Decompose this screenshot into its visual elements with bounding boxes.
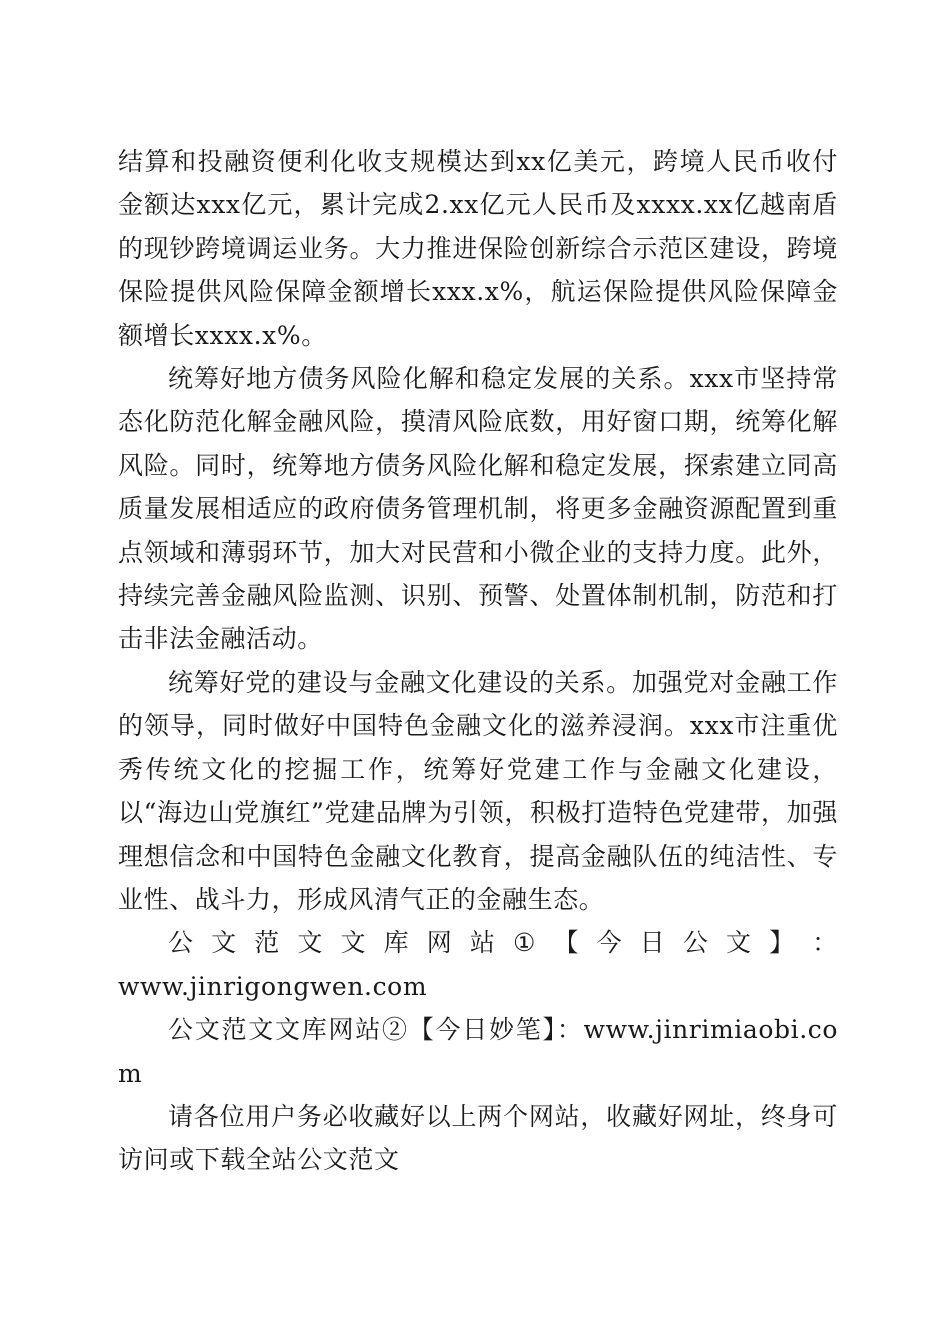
site-one-label-char: ：	[812, 928, 838, 958]
paragraph-cross-border-finance: 结算和投融资便利化收支规模达到xx亿美元，跨境人民币收付金额达xxx亿元，累计完成2.xx亿元人民币及xxxx.xx亿越南盾的现钞跨境调运业务。大力推进保险创新综合示范区建设，跨境保险提供风险保障金额增长xxx.x%，航运保险提供风险保障金额增长xxxx.x%。	[118, 147, 838, 350]
site-one-label-char: 文	[340, 928, 367, 958]
site-one-block	[118, 921, 838, 1008]
site-two-line: 公文范文文库网站②【今日妙笔】：www.jinrimiaobi.com	[118, 1015, 838, 1088]
site-one-label-char: 文	[297, 928, 323, 958]
site-one-label-char: 范	[254, 928, 280, 958]
bookmark-notice: 请各位用户务必收藏好以上两个网站，收藏好网址，终身可访问或下载全站公文范文	[118, 1101, 838, 1175]
paragraph-party-building: 统筹好党的建设与金融文化建设的关系。加强党对金融工作的领导，同时做好中国特色金融文化的滋养浸润。xxx市注重优秀传统文化的挖掘工作，统筹好党建工作与金融文化建设，以“海边山党旗红”党建品牌为引领，积极打造特色党建带，加强理想信念和中国特色金融文化教育，提高金融队伍的纯洁性、专业性、战斗力，形成风清气正的金融生态。	[118, 667, 838, 914]
site-one-label-char: 文	[726, 928, 752, 958]
site-one-label-char: 公	[168, 928, 194, 958]
document-body	[118, 140, 838, 1182]
site-one-label-char: 文	[211, 928, 237, 958]
site-one-label-char: 】	[769, 928, 795, 958]
site-one-label-char: 站	[469, 928, 496, 958]
site-one-label-char: 日	[639, 928, 666, 958]
site-one-label	[118, 921, 838, 964]
site-one-url[interactable]: www.jinrigongwen.com	[118, 971, 428, 1001]
site-one-label-char: 库	[383, 928, 410, 958]
site-one-label-char: 【	[553, 928, 580, 958]
site-one-label-char: ①	[513, 928, 537, 958]
paragraph-debt-risk: 统筹好地方债务风险化解和稳定发展的关系。xxx市坚持常态化防范化解金融风险，摸清风险底数，用好窗口期，统筹化解风险。同时，统筹地方债务风险化解和稳定发展，探索建立同高质量发展相适应的政府债务管理机制，将更多金融资源配置到重点领域和薄弱环节，加大对民营和小微企业的支持力度。此外，持续完善金融风险监测、识别、预警、处置体制机制，防范和打击非法金融活动。	[118, 364, 838, 654]
site-one-label-char: 公	[682, 928, 709, 958]
site-one-label-char: 今	[596, 928, 623, 958]
site-one-label-char: 网	[426, 928, 453, 958]
